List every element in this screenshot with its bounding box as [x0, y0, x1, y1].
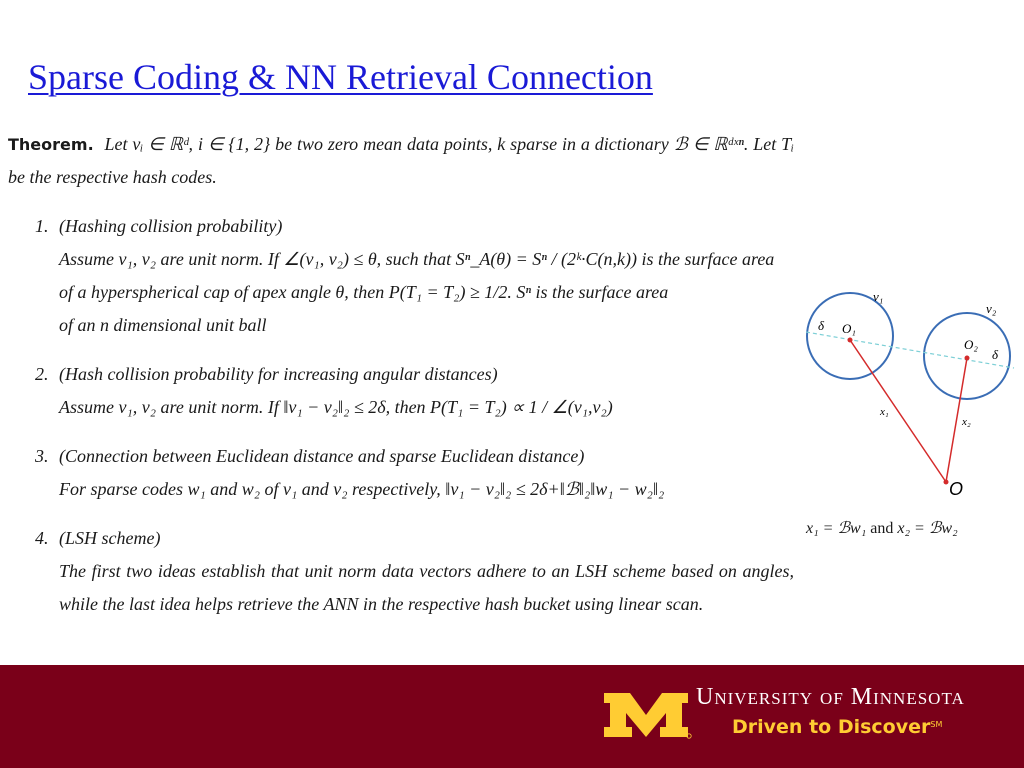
- theorem-text: Let vᵢ ∈ ℝᵈ, i ∈ {1, 2} be two zero mean data points, k sparse in a dictionary ℬ ∈ ℝᵈˣⁿ. Let Tᵢ be the respective hash codes.: [8, 134, 794, 187]
- list-item: [8, 522, 794, 621]
- item-number: 2.: [35, 364, 49, 384]
- item-line: Assume v₁, v₂ are unit norm. If ‖v₁ − v₂‖₂ ≤ 2δ, then P(T₁ = T₂) ∝ 1 / ∠(v₁,v₂): [59, 397, 613, 417]
- label-o1: O₁: [842, 321, 856, 336]
- label-o2: O₂: [964, 337, 978, 352]
- hyperspherical-diagram: [800, 282, 1016, 502]
- item-line: of a hyperspherical cap of apex angle θ, then P(T₁ = T₂) ≥ 1/2. Sⁿ is the surface area: [59, 282, 669, 302]
- item-line: of an n dimensional unit ball: [59, 315, 267, 335]
- m-logo-shape: [604, 693, 688, 737]
- label-v2: v₂: [986, 301, 997, 316]
- point-o2: [965, 356, 970, 361]
- university-m-logo: [600, 689, 692, 741]
- figure-caption: [806, 518, 1016, 538]
- service-mark: SM: [930, 720, 943, 729]
- theorem-statement: [8, 128, 794, 194]
- label-v1: v₁: [873, 289, 884, 304]
- list-item: [8, 210, 794, 342]
- slide-title: Sparse Coding & NN Retrieval Connection: [28, 57, 653, 97]
- caption-and: and: [870, 520, 894, 537]
- point-origin: [944, 480, 949, 485]
- list-item: [8, 358, 794, 424]
- label-x1: x₁: [880, 406, 889, 418]
- theorem-block: [8, 128, 794, 637]
- caption-right: x₂ = ℬw₂: [897, 520, 958, 537]
- tagline: [732, 716, 942, 738]
- theorem-head: Theorem.: [8, 135, 94, 154]
- label-delta-right: δ: [992, 347, 999, 362]
- caption-left: x₁ = ℬw₁: [806, 520, 867, 537]
- point-o1: [848, 338, 853, 343]
- item-heading: (Connection between Euclidean distance and sparse Euclidean distance): [59, 446, 585, 466]
- item-number: 1.: [35, 216, 49, 236]
- label-x2: x₂: [962, 416, 971, 428]
- item-number: 4.: [35, 528, 49, 548]
- item-number: 3.: [35, 446, 49, 466]
- theorem-items: [8, 210, 794, 621]
- circle-v1: [807, 293, 893, 379]
- label-origin: O: [949, 479, 964, 499]
- tagline-text: Driven to Discover: [732, 716, 931, 738]
- item-line: Assume v₁, v₂ are unit norm. If ∠(v₁, v₂) ≤ θ, such that Sⁿ_A(θ) = Sⁿ / (2ᵏ·C(n,k)) is the surface area: [59, 249, 775, 269]
- list-item: [8, 440, 794, 506]
- university-name: University of Minnesota: [696, 684, 965, 710]
- label-delta-left: δ: [818, 318, 825, 333]
- item-heading: (Hashing collision probability): [59, 216, 283, 236]
- item-paragraph: The first two ideas establish that unit norm data vectors adhere to an LSH scheme based on angles, while the last idea helps retrieve the ANN in the respective hash bucket using linear scan.: [59, 561, 794, 614]
- item-heading: (Hash collision probability for increasing angular distances): [59, 364, 498, 384]
- item-heading: (LSH scheme): [59, 528, 161, 548]
- item-line: For sparse codes w₁ and w₂ of v₁ and v₂ respectively, ‖v₁ − v₂‖₂ ≤ 2δ+‖ℬ‖₂‖w₁ − w₂‖₂: [59, 479, 665, 499]
- dashed-line: [806, 332, 1014, 368]
- vector-x1: [850, 340, 946, 482]
